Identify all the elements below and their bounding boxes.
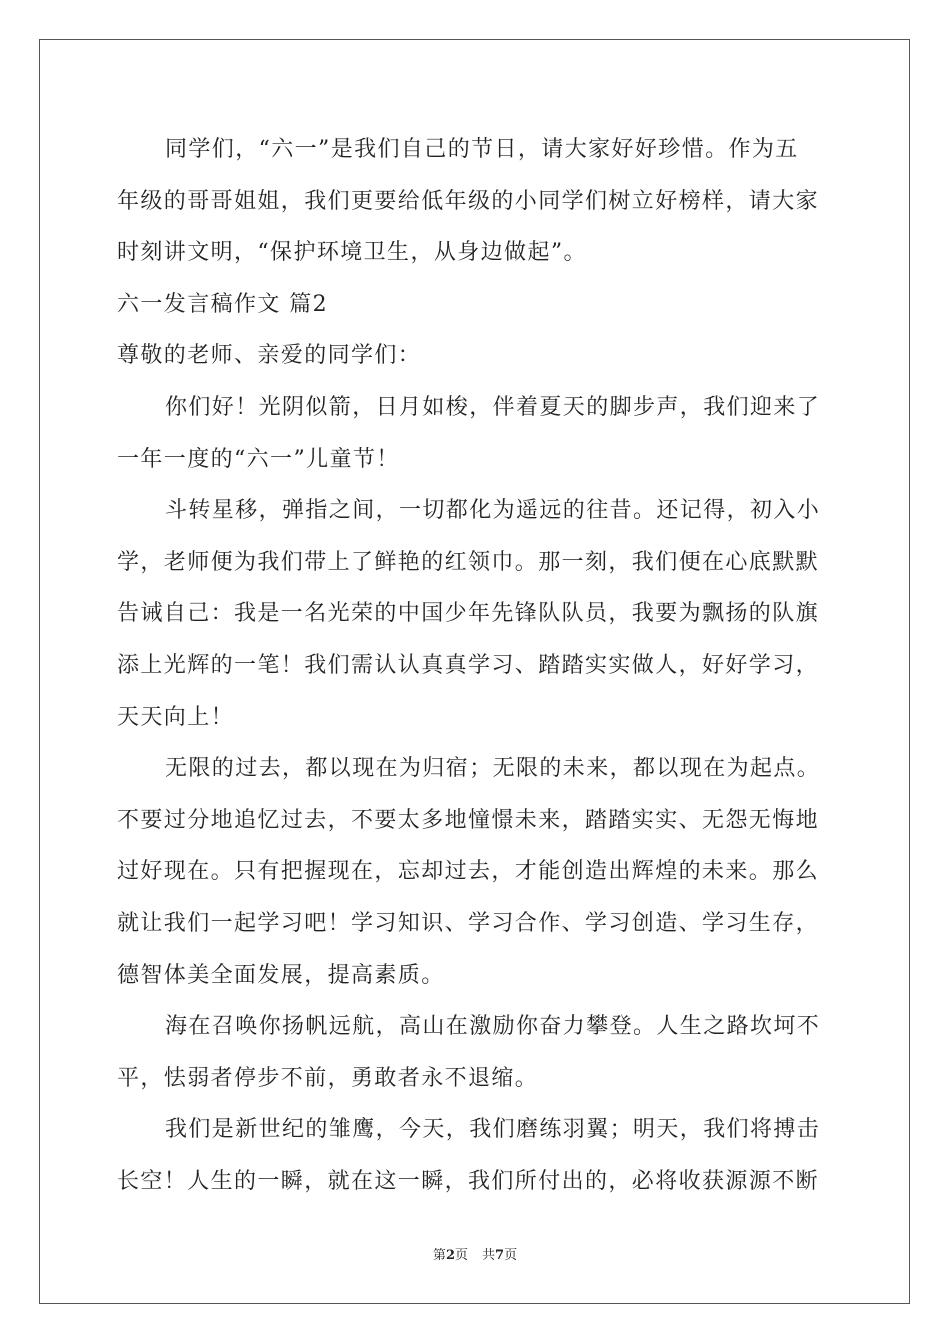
text-line: 过好现在。只有把握现在，忘却过去，才能创造出辉煌的未来。那么: [117, 859, 820, 885]
total-prefix: 共: [482, 1248, 496, 1263]
text-line: 时刻讲文明，“保护环境卫生，从身边做起”。: [117, 240, 587, 266]
text-line: 就让我们一起学习吧！学习知识、学习合作、学习创造、学习生存，: [117, 910, 820, 936]
page-footer: [0, 1246, 950, 1266]
text-line: 不要过分地追忆过去，不要太多地憧憬未来，踏踏实实、无怨无悔地: [117, 807, 820, 833]
section-heading: 六一发言稿作文 篇2: [117, 291, 328, 317]
text-line: 你们好！光阴似箭，日月如梭，伴着夏天的脚步声，我们迎来了: [165, 394, 821, 420]
text-line: 天天向上！: [117, 704, 235, 730]
text-line: 无限的过去，都以现在为归宿；无限的未来，都以现在为起点。: [165, 756, 821, 782]
total-page-number: 7: [495, 1248, 505, 1263]
text-line: 平，怯弱者停步不前，勇敢者永不退缩。: [117, 1065, 539, 1091]
text-line: 年级的哥哥姐姐，我们更要给低年级的小同学们树立好榜样，请大家: [117, 188, 820, 214]
text-line: 学，老师便为我们带上了鲜艳的红领巾。那一刻，我们便在心底默默: [117, 549, 820, 575]
text-line: 海在召唤你扬帆远航，高山在激励你奋力攀登。人生之路坎坷不: [165, 1014, 821, 1040]
text-line: 一年一度的“六一”儿童节！: [117, 446, 400, 472]
salutation: 尊敬的老师、亲爱的同学们：: [117, 343, 422, 369]
total-unit: 页: [504, 1248, 518, 1263]
text-line: 德智体美全面发展，提高素质。: [117, 962, 445, 988]
page-unit: 页: [454, 1248, 468, 1263]
text-line: 斗转星移，弹指之间，一切都化为遥远的往昔。还记得，初入小: [165, 498, 821, 524]
current-page-number: 2: [445, 1248, 455, 1263]
text-line: 告诫自己：我是一名光荣的中国少年先锋队队员，我要为飘扬的队旗: [117, 601, 820, 627]
text-line: 长空！人生的一瞬，就在这一瞬，我们所付出的，必将收获源源不断: [117, 1168, 820, 1194]
text-line: 同学们，“六一”是我们自己的节日，请大家好好珍惜。作为五: [165, 137, 799, 162]
page-prefix: 第: [432, 1248, 446, 1263]
text-line: 添上光辉的一笔！我们需认认真真学习、踏踏实实做人，好好学习，: [117, 652, 820, 678]
document-body: [117, 124, 835, 1207]
text-line: 我们是新世纪的雏鹰，今天，我们磨练羽翼；明天，我们将搏击: [165, 1117, 821, 1143]
